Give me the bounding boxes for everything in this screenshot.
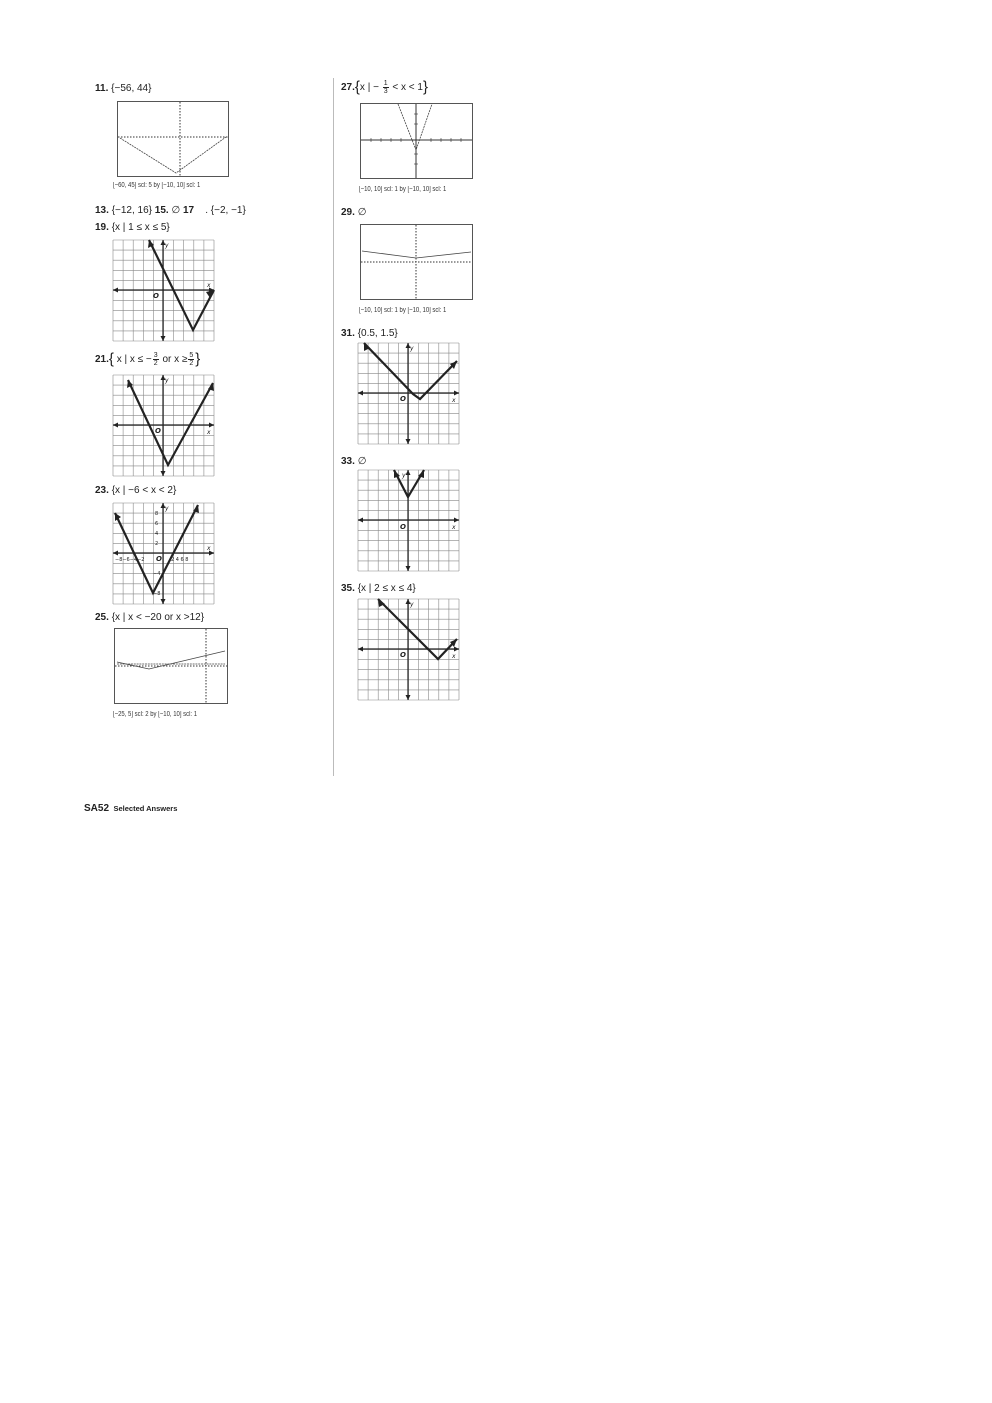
answer-27: 27.{x | − $\frac{1}{3}$ < x < 1}	[341, 78, 428, 96]
x-axis-label-33: x	[452, 524, 456, 531]
y-axis-label-23: y	[165, 505, 169, 512]
origin-label-21: O	[155, 427, 161, 435]
calculator-plot-27	[361, 104, 472, 178]
y-tick-8: 8	[155, 511, 159, 517]
x-axis-label-21: x	[207, 429, 211, 436]
answer-31: 31. {0.5, 1.5}	[341, 328, 398, 339]
y-axis-label-21: y	[165, 377, 169, 384]
graph-35	[358, 599, 459, 700]
window-caption-29: [−10, 10] scl: 1 by [−10, 10] scl: 1	[359, 307, 447, 314]
y-tick-6: 6	[155, 521, 159, 527]
x-axis-label-23: x	[207, 545, 211, 552]
calculator-window-11	[117, 101, 229, 177]
page-code: SA52	[84, 803, 110, 814]
origin-label-31: O	[400, 395, 406, 403]
y-axis-label-31: y	[410, 345, 414, 352]
y-tick-4: 4	[155, 531, 159, 537]
graph-33	[358, 470, 459, 571]
answer-35: 35. {x | 2 ≤ x ≤ 4}	[341, 583, 416, 594]
calculator-plot-25	[115, 629, 227, 703]
graph-23	[113, 503, 214, 604]
answer-25: 25. {x | x < −20 or x >12}	[95, 612, 205, 623]
y-axis-label-19: y	[165, 242, 169, 249]
page-footer	[84, 798, 177, 816]
section-title: Selected Answers	[113, 804, 178, 813]
x-ticks-positive: 2 4 6 8	[171, 557, 189, 563]
y-tick-2: 2	[155, 541, 159, 547]
y-tick-neg8: −8	[153, 591, 161, 597]
origin-label-33: O	[400, 523, 406, 531]
calculator-window-25	[114, 628, 228, 704]
graph-21	[113, 375, 214, 476]
origin-label-35: O	[400, 651, 406, 659]
graph-19	[113, 240, 214, 341]
origin-label-19: O	[153, 292, 159, 300]
calculator-window-27	[360, 103, 473, 179]
calculator-window-29	[360, 224, 473, 300]
answer-13-15-17: 13. {−12, 16} 15. ∅ 17 . {−2, −1}	[95, 205, 246, 216]
answer-21: 21.{ x | x ≤ − $\frac{3}{2}$ or x ≥ $\frac{5}{2}$ }	[95, 350, 201, 368]
answer-23: 23. {x | −6 < x < 2}	[95, 485, 177, 496]
column-divider	[333, 78, 334, 776]
x-axis-label-35: x	[452, 653, 456, 660]
calculator-plot-29	[361, 225, 472, 299]
graph-31	[358, 343, 459, 444]
answer-29: 29. ∅	[341, 207, 367, 218]
x-axis-label-31: x	[452, 397, 456, 404]
calculator-plot-11	[118, 102, 228, 176]
origin-label-23: O	[156, 555, 162, 563]
y-axis-label-35: y	[410, 601, 414, 608]
window-caption-27: [−10, 10] scl: 1 by [−10, 10] scl: 1	[359, 186, 447, 193]
x-axis-label-19: x	[207, 282, 211, 289]
answer-19: 19. {x | 1 ≤ x ≤ 5}	[95, 222, 170, 233]
window-caption-25: [−25, 5] scl: 2 by [−10, 10] scl: 1	[113, 711, 198, 718]
window-caption-11: [−60, 45] scl: 5 by [−10, 10] scl: 1	[113, 182, 201, 189]
answer-11: 11. {−56, 44}	[95, 83, 152, 94]
y-tick-neg4: −4	[153, 571, 161, 577]
x-ticks-negative: −8−6−4−2	[115, 557, 145, 563]
answer-33: 33. ∅	[341, 456, 367, 467]
y-axis-label-33: y	[402, 472, 406, 479]
